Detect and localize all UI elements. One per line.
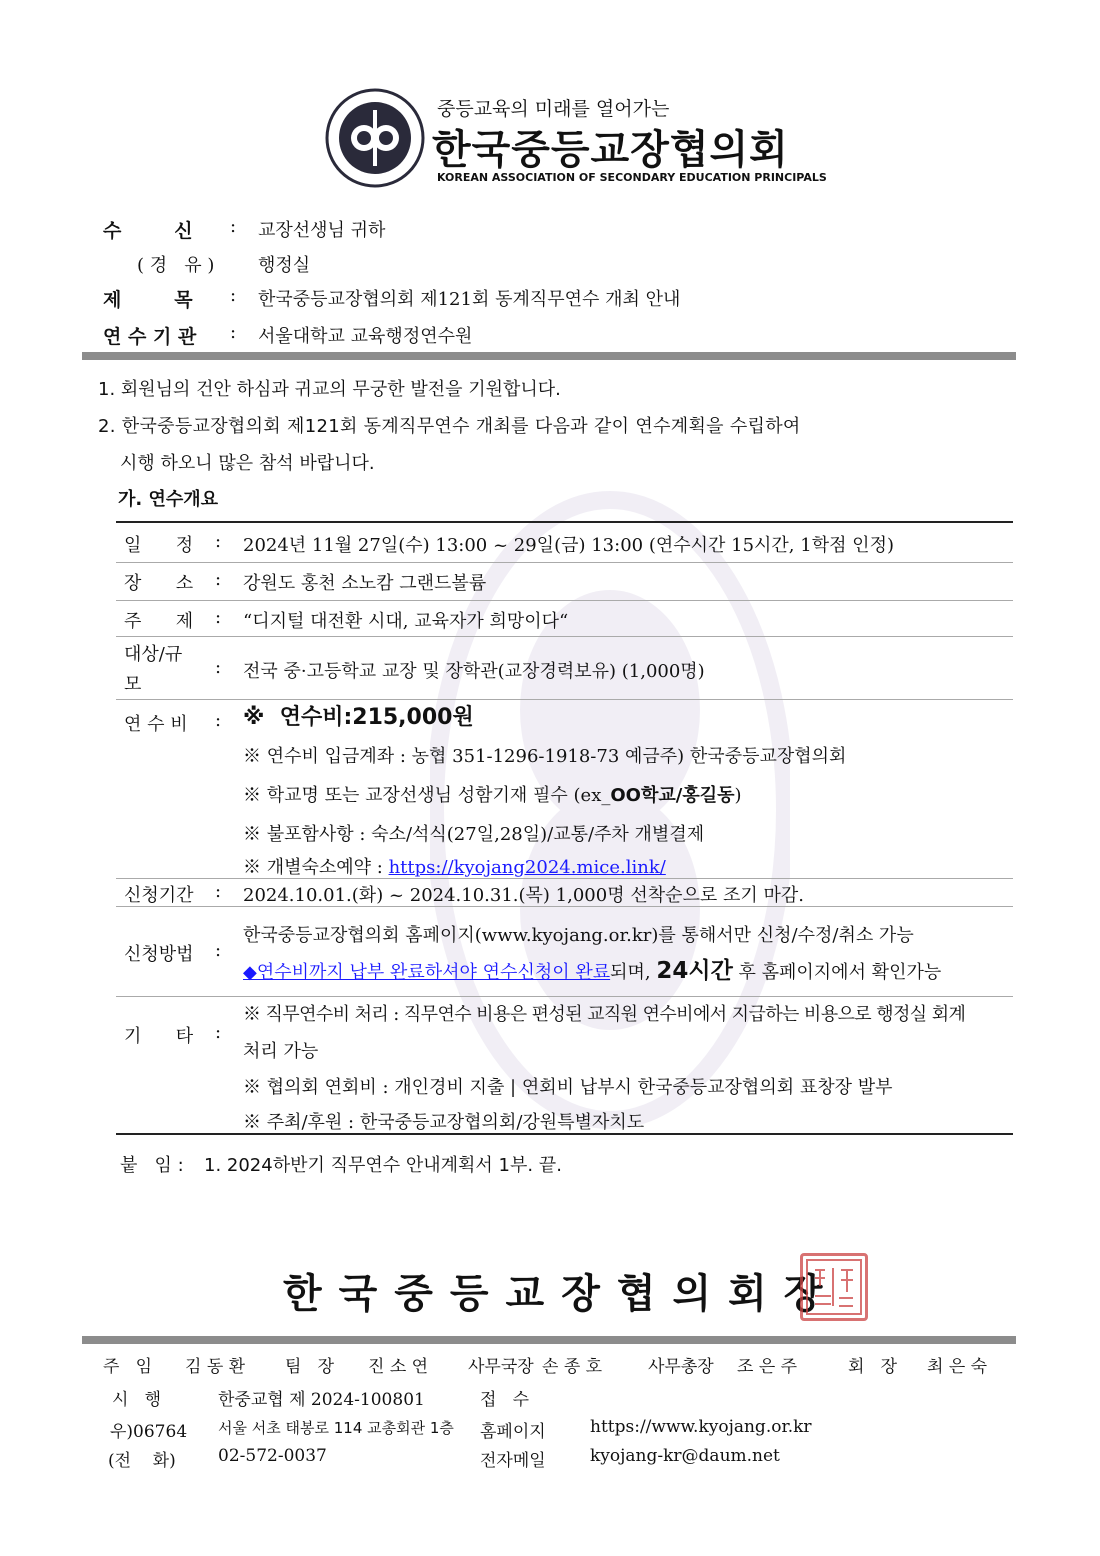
staff-role: 사무총장	[648, 1357, 714, 1377]
via-label: ( 경 유 )	[137, 255, 215, 276]
institution-value: 서울대학교 교육행정연수원	[258, 326, 473, 347]
colon: :	[215, 569, 222, 590]
row-divider	[116, 600, 1013, 601]
staff-name: 손 종 호	[542, 1357, 603, 1377]
address: 서울 서초 태봉로 114 교총회관 1층	[218, 1419, 454, 1437]
colon: :	[230, 216, 237, 237]
venue-label: 장 소	[124, 573, 194, 594]
target-value: 전국 중·고등학교 교장 및 장학관(교장경력보유) (1,000명)	[243, 661, 705, 682]
staff-name: 조 은 주	[737, 1357, 798, 1377]
row-divider	[116, 636, 1013, 637]
exec-value: 한중교협 제 2024-100801	[218, 1390, 425, 1410]
email-link[interactable]: kyojang-kr@daum.net	[590, 1446, 780, 1466]
org-name: 한국중등교장협의회	[432, 127, 789, 173]
attachment-value: 1. 2024하반기 직무연수 안내계획서 1부. 끝.	[204, 1155, 562, 1176]
schedule-label: 일 정	[124, 535, 194, 556]
org-slogan: 중등교육의 미래를 열어가는	[437, 98, 670, 120]
fee-label: 연 수 비	[124, 714, 188, 735]
section-heading: 가. 연수개요	[118, 489, 219, 510]
period-label: 신청기간	[124, 885, 194, 906]
fee-amount: ※ 연수비:215,000원	[243, 705, 474, 730]
staff-name: 진 소 연	[368, 1357, 429, 1377]
etc-label: 기 타	[124, 1026, 194, 1047]
theme-value: “디지털 대전환 시대, 교육자가 희망이다“	[243, 611, 569, 632]
staff-name: 최 은 숙	[927, 1357, 988, 1377]
homepage-label: 홈페이지	[480, 1422, 546, 1442]
receipt-label: 접 수	[480, 1390, 530, 1410]
colon: :	[215, 1022, 222, 1043]
body-line-2: 2. 한국중등교장협의회 제121회 동계직무연수 개최를 다음과 같이 연수계획을 수립하여	[98, 416, 801, 437]
staff-role: 팀 장	[285, 1357, 335, 1377]
lodging-note: ※ 개별숙소예약 : https://kyojang2024.mice.link/	[243, 857, 666, 878]
row-divider	[116, 878, 1013, 879]
to-label: 수 신	[103, 220, 193, 242]
org-name-english: KOREAN ASSOCIATION OF SECONDARY EDUCATION PRINCIPALS	[437, 171, 827, 184]
table-top-border	[116, 521, 1013, 523]
colon: :	[230, 322, 237, 343]
colon: :	[215, 607, 222, 628]
period-value: 2024.10.01.(화) ~ 2024.10.31.(목) 1,000명 선착순으로 조기 마감.	[243, 885, 804, 906]
method-label: 신청방법	[124, 944, 194, 965]
attachment-label: 붙 임 :	[120, 1155, 184, 1176]
to-value: 교장선생님 귀하	[258, 220, 386, 241]
etc-line-4: ※ 주최/후원 : 한국중등교장협의회/강원특별자치도	[243, 1112, 645, 1133]
staff-role: 사무국장	[468, 1357, 534, 1377]
method-line-1: 한국중등교장협의회 홈페이지(www.kyojang.or.kr)를 통해서만 신청/수정/취소 가능	[243, 925, 914, 946]
etc-line-3: ※ 협의회 연회비 : 개인경비 지출 | 연회비 납부시 한국중등교장협의회 표창장 발부	[243, 1077, 893, 1098]
colon: :	[215, 657, 222, 678]
method-line-2: ◆연수비까지 납부 완료하셔야 연수신청이 완료되며, 24시간 후 홈페이지에서 확인가능	[243, 958, 942, 984]
staff-name: 김 동 환	[185, 1357, 246, 1377]
zip-code: 우)06764	[110, 1422, 188, 1442]
sender-signature: 한국중등교장협의회장	[283, 1271, 840, 1317]
body-line-1: 1. 회원님의 건안 하심과 귀교의 무궁한 발전을 기원합니다.	[98, 379, 561, 400]
row-divider	[116, 562, 1013, 563]
fee-account-note: ※ 연수비 입금계좌 : 농협 351-1296-1918-73 예금주) 한국중등교장협의회	[243, 746, 847, 767]
colon: :	[230, 285, 237, 306]
email-label: 전자메일	[480, 1451, 546, 1471]
target-label: 대상/규	[124, 644, 183, 665]
fee-exclusion-note: ※ 불포함사항 : 숙소/석식(27일,28일)/교통/주차 개별결제	[243, 824, 705, 845]
colon: :	[215, 881, 222, 902]
venue-value: 강원도 홍천 소노캄 그랜드볼륨	[243, 573, 487, 594]
subject-label: 제 목	[103, 289, 193, 311]
lodging-reservation-link[interactable]: https://kyojang2024.mice.link/	[388, 857, 666, 878]
row-divider	[116, 996, 1013, 997]
row-divider	[116, 906, 1013, 907]
theme-label: 주 제	[124, 611, 194, 632]
official-seal	[800, 1253, 868, 1321]
table-bottom-border	[116, 1133, 1013, 1135]
payment-required-notice: ◆연수비까지 납부 완료하셔야 연수신청이 완료	[243, 962, 611, 983]
body-line-3: 시행 하오니 많은 참석 바랍니다.	[120, 453, 375, 474]
via-value: 행정실	[258, 255, 311, 276]
etc-line-2: 처리 가능	[243, 1041, 319, 1062]
seal-icon	[803, 1256, 865, 1318]
etc-line-1: ※ 직무연수비 처리 : 직무연수 비용은 편성된 교직원 연수비에서 지급하는 비용으로 행정실 회계	[243, 1004, 966, 1025]
staff-role: 회 장	[848, 1357, 898, 1377]
colon: :	[215, 710, 222, 731]
fee-name-note: ※ 학교명 또는 교장선생님 성함기재 필수 (ex_OO학교/홍길동)	[243, 785, 742, 806]
staff-role: 주 임	[103, 1357, 153, 1377]
association-logo-icon	[325, 88, 425, 188]
target-label-continued: 모	[124, 674, 142, 695]
colon: :	[215, 940, 222, 961]
institution-label: 연 수 기 관	[103, 326, 197, 348]
schedule-value: 2024년 11월 27일(수) 13:00 ~ 29일(금) 13:00 (연수시간 15시간, 1학점 인정)	[243, 535, 894, 556]
phone-value: 02-572-0037	[218, 1446, 327, 1466]
exec-label: 시 행	[112, 1390, 162, 1410]
phone-label: (전 화)	[108, 1451, 176, 1471]
homepage-link[interactable]: https://www.kyojang.or.kr	[590, 1417, 812, 1437]
footer-divider	[82, 1336, 1016, 1344]
subject-value: 한국중등교장협의회 제121회 동계직무연수 개최 안내	[258, 289, 681, 310]
colon: :	[215, 531, 222, 552]
header-divider	[82, 352, 1016, 360]
